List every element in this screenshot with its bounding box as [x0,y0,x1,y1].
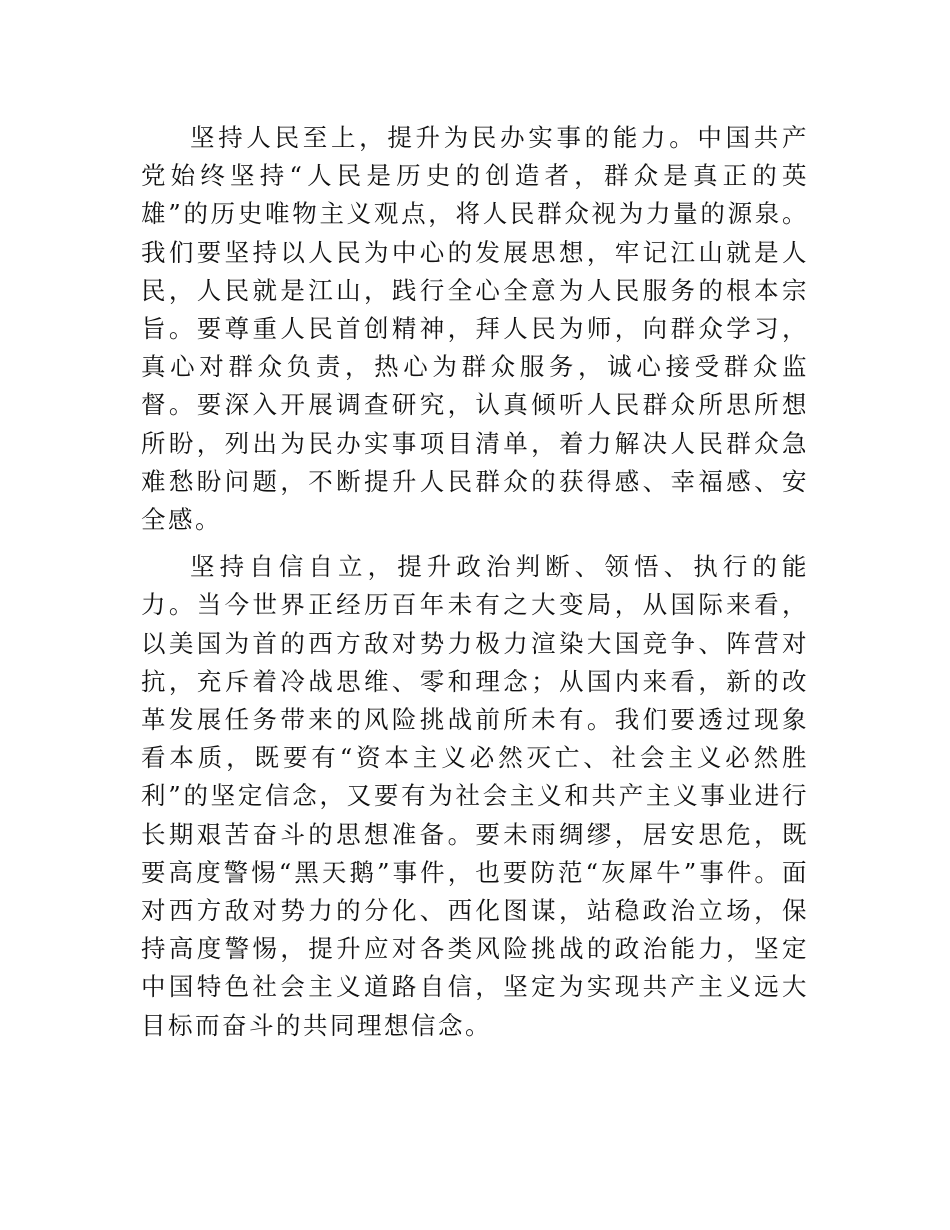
paragraph-2: 坚持自信自立，提升政治判断、领悟、执行的能力。当今世界正经历百年未有之大变局，从国际来看，以美国为首的西方敌对势力极力渲染大国竞争、阵营对抗，充斥着冷战思维、零和理念；从国内来看，新的改革发展任务带来的风险挑战前所未有。我们要透过现象看本质，既要有“资本主义必然灭亡、社会主义必然胜利”的坚定信念，又要有为社会主义和共产主义事业进行长期艰苦奋斗的思想准备。要未雨绸缪，居安思危，既要高度警惕“黑天鹅”事件，也要防范“灰犀牛”事件。面对西方敌对势力的分化、西化图谋，站稳政治立场，保持高度警惕，提升应对各类风险挑战的政治能力，坚定中国特色社会主义道路自信，坚定为实现共产主义远大目标而奋斗的共同理想信念。 [141,552,809,1040]
paragraph-1: 坚持人民至上，提升为民办实事的能力。中国共产党始终坚持“人民是历史的创造者，群众是真正的英雄”的历史唯物主义观点，将人民群众视为力量的源泉。我们要坚持以人民为中心的发展思想，牢记江山就是人民，人民就是江山，践行全心全意为人民服务的根本宗旨。要尊重人民首创精神，拜人民为师，向群众学习，真心对群众负责，热心为群众服务，诚心接受群众监督。要深入开展调查研究，认真倾听人民群众所思所想所盼，列出为民办实事项目清单，着力解决人民群众急难愁盼问题，不断提升人民群众的获得感、幸福感、安全感。 [141,123,809,535]
document-body [141,119,809,1054]
